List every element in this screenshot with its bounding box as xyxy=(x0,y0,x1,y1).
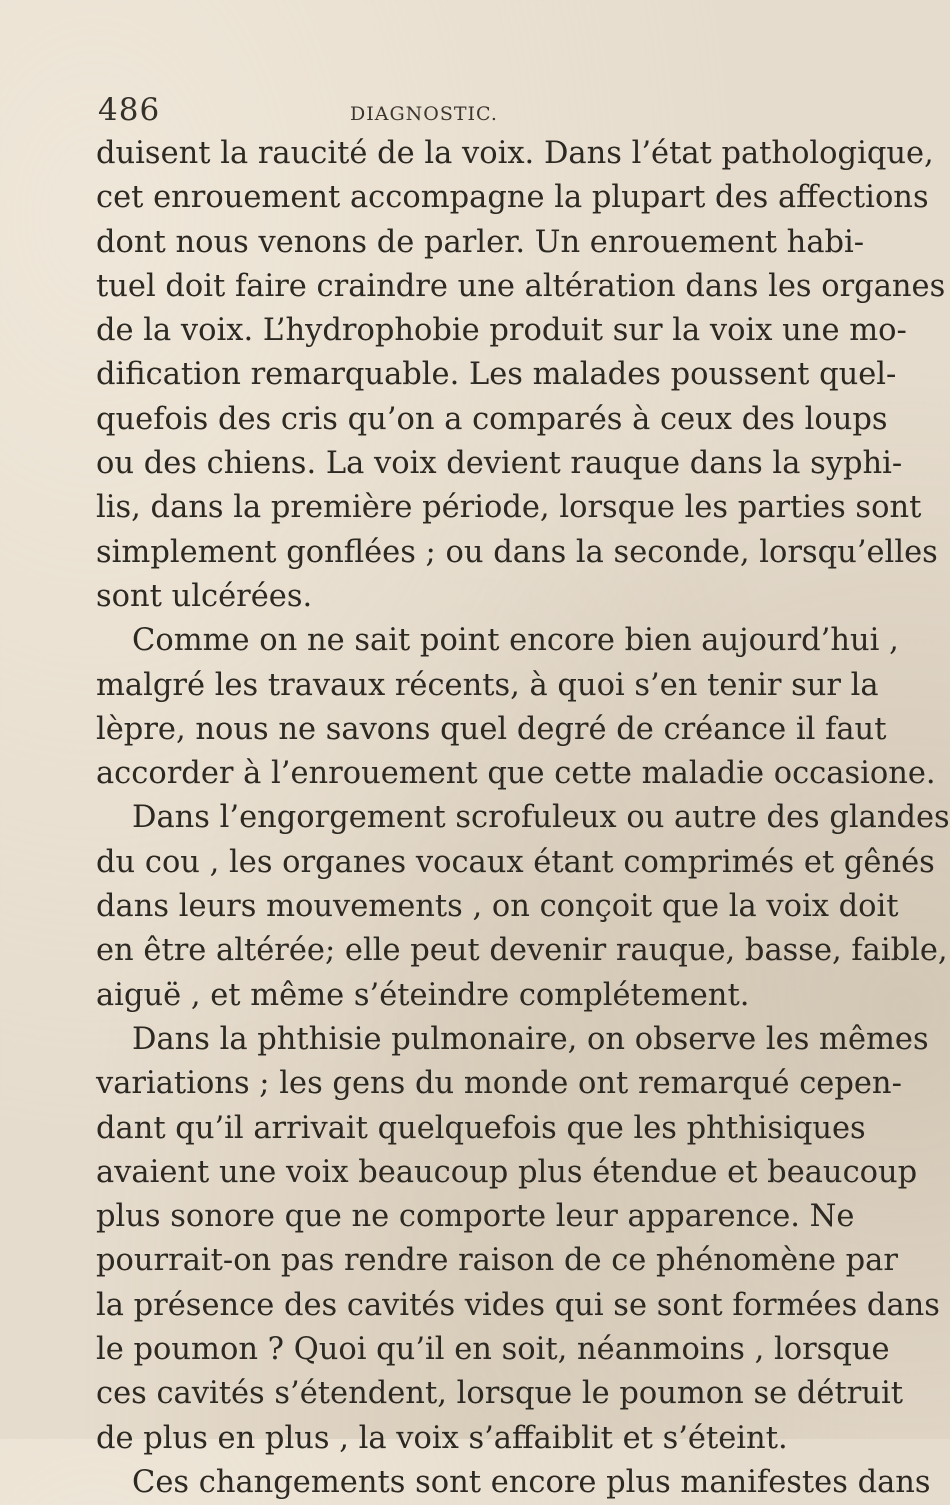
text-line: accorder à l’enrouement que cette maladie occasione. xyxy=(96,756,936,792)
text-line: lis, dans la première période, lorsque les parties sont xyxy=(96,490,922,526)
text-line: ces cavités s’étendent, lorsque le poumon se détruit xyxy=(96,1376,903,1412)
text-line: en être altérée; elle peut devenir rauque, basse, faible, xyxy=(96,933,948,969)
text-line: malgré les travaux récents, à quoi s’en tenir sur la xyxy=(96,667,879,703)
body-text xyxy=(96,132,950,1505)
text-line: quefois des cris qu’on a comparés à ceux des loups xyxy=(96,401,888,437)
text-line: Ces changements sont encore plus manifestes dans xyxy=(132,1464,931,1500)
page-number: 486 xyxy=(98,92,161,128)
text-line: dant qu’il arrivait quelquefois que les phthisiques xyxy=(96,1110,866,1146)
text-line: sont ulcérées. xyxy=(96,578,313,614)
text-line: cet enrouement accompagne la plupart des affections xyxy=(96,180,929,216)
text-line: Comme on ne sait point encore bien aujourd’hui , xyxy=(132,623,899,659)
text-line: tuel doit faire craindre une altération dans les organes xyxy=(96,268,946,304)
text-line: Dans l’engorgement scrofuleux ou autre des glandes xyxy=(132,800,950,836)
text-line: de la voix. L’hydrophobie produit sur la voix une mo- xyxy=(96,313,907,349)
text-line: la présence des cavités vides qui se sont formées dans xyxy=(96,1287,940,1323)
text-line: aiguë , et même s’éteindre complétement. xyxy=(96,977,750,1013)
text-line: variations ; les gens du monde ont remarqué cepen- xyxy=(96,1066,902,1102)
text-line: dification remarquable. Les malades poussent quel- xyxy=(96,357,897,393)
text-line: du cou , les organes vocaux étant comprimés et gênés xyxy=(96,844,935,880)
text-line: avaient une voix beaucoup plus étendue et beaucoup xyxy=(96,1154,918,1190)
text-line: pourrait-on pas rendre raison de ce phénomène par xyxy=(96,1243,898,1279)
text-line: duisent la raucité de la voix. Dans l’état pathologique, xyxy=(96,136,934,171)
text-line: dont nous venons de parler. Un enrouement habi- xyxy=(96,224,865,260)
text-line: ou des chiens. La voix devient rauque dans la syphi- xyxy=(96,446,903,482)
text-line: simplement gonflées ; ou dans la seconde, lorsqu’elles xyxy=(96,534,938,570)
running-head: DIAGNOSTIC. xyxy=(350,103,498,125)
text-line: dans leurs mouvements , on conçoit que la voix doit xyxy=(96,889,899,925)
text-line: de plus en plus , la voix s’affaiblit et s’éteint. xyxy=(96,1420,788,1456)
text-line: plus sonore que ne comporte leur apparence. Ne xyxy=(96,1199,855,1235)
text-line: Dans la phthisie pulmonaire, on observe les mêmes xyxy=(132,1021,929,1057)
text-line: lèpre, nous ne savons quel degré de créance il faut xyxy=(96,711,887,747)
text-line: le poumon ? Quoi qu’il en soit, néanmoins , lorsque xyxy=(96,1332,890,1368)
